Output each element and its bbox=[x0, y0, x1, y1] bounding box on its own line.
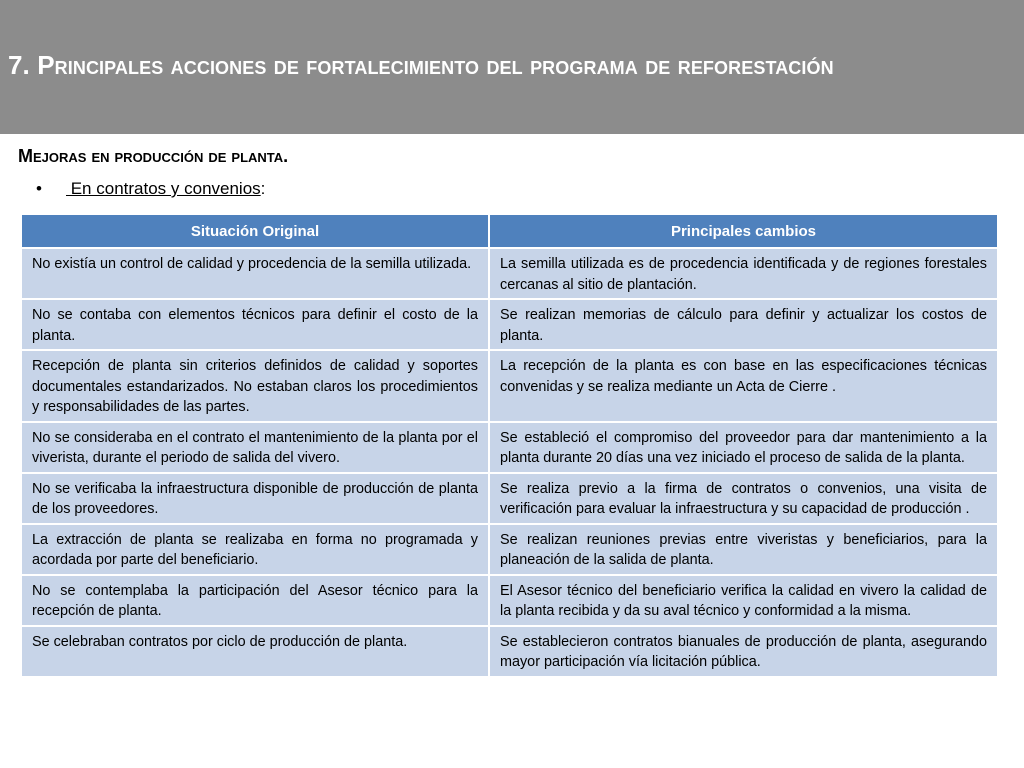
table-row bbox=[21, 350, 998, 422]
table-row bbox=[21, 473, 998, 524]
header-situacion-original: Situación Original bbox=[21, 214, 489, 248]
cell-change: La semilla utilizada es de procedencia identificada y de regiones forestales cercanas al sitio de plantación. bbox=[489, 248, 998, 299]
table-row bbox=[21, 575, 998, 626]
title-bar bbox=[0, 0, 1024, 134]
table-row bbox=[21, 626, 998, 677]
cell-change: Se realiza previo a la firma de contratos o convenios, una visita de verificación para evaluar la infraestructura y su capacidad de producción . bbox=[489, 473, 998, 524]
cell-original: No existía un control de calidad y procedencia de la semilla utilizada. bbox=[21, 248, 489, 299]
cell-change: Se estableció el compromiso del proveedor para dar mantenimiento a la planta durante 20 días una vez iniciado el proceso de salida de la planta. bbox=[489, 422, 998, 473]
cell-original: No se contaba con elementos técnicos para definir el costo de la planta. bbox=[21, 299, 489, 350]
cell-original: No se verificaba la infraestructura disponible de producción de planta de los proveedores. bbox=[21, 473, 489, 524]
cell-original: No se contemplaba la participación del Asesor técnico para la recepción de planta. bbox=[21, 575, 489, 626]
cell-original: La extracción de planta se realizaba en forma no programada y acordada por parte del beneficiario. bbox=[21, 524, 489, 575]
cell-change: Se realizan memorias de cálculo para definir y actualizar los costos de planta. bbox=[489, 299, 998, 350]
table-row bbox=[21, 248, 998, 299]
table-header-row bbox=[21, 214, 998, 248]
cell-change: La recepción de la planta es con base en las especificaciones técnicas convenidas y se realiza mediante un Acta de Cierre . bbox=[489, 350, 998, 422]
header-principales-cambios: Principales cambios bbox=[489, 214, 998, 248]
cell-change: El Asesor técnico del beneficiario verifica la calidad en vivero la calidad de la planta recibida y da su aval técnico y conformidad a la misma. bbox=[489, 575, 998, 626]
cell-original: Se celebraban contratos por ciclo de producción de planta. bbox=[21, 626, 489, 677]
table-row bbox=[21, 524, 998, 575]
table-row bbox=[21, 299, 998, 350]
cell-change: Se realizan reuniones previas entre viveristas y beneficiarios, para la planeación de la salida de planta. bbox=[489, 524, 998, 575]
table-row bbox=[21, 422, 998, 473]
changes-table bbox=[20, 213, 999, 678]
bullet-icon: • bbox=[36, 179, 42, 198]
cell-original: No se consideraba en el contrato el mantenimiento de la planta por el viverista, durante el periodo de salida del vivero. bbox=[21, 422, 489, 473]
bullet-item bbox=[36, 179, 265, 199]
page-title: 7. Principales acciones de fortalecimiento del programa de reforestación bbox=[8, 50, 834, 80]
cell-original: Recepción de planta sin criterios definidos de calidad y soportes documentales estandarizados. No estaban claros los procedimientos y responsabilidades de las partes. bbox=[21, 350, 489, 422]
bullet-text: En contratos y convenios bbox=[66, 179, 261, 198]
section-subheading: Mejoras en producción de planta. bbox=[18, 146, 289, 166]
cell-change: Se establecieron contratos bianuales de producción de planta, asegurando mayor participación vía licitación pública. bbox=[489, 626, 998, 677]
bullet-suffix: : bbox=[260, 179, 266, 198]
